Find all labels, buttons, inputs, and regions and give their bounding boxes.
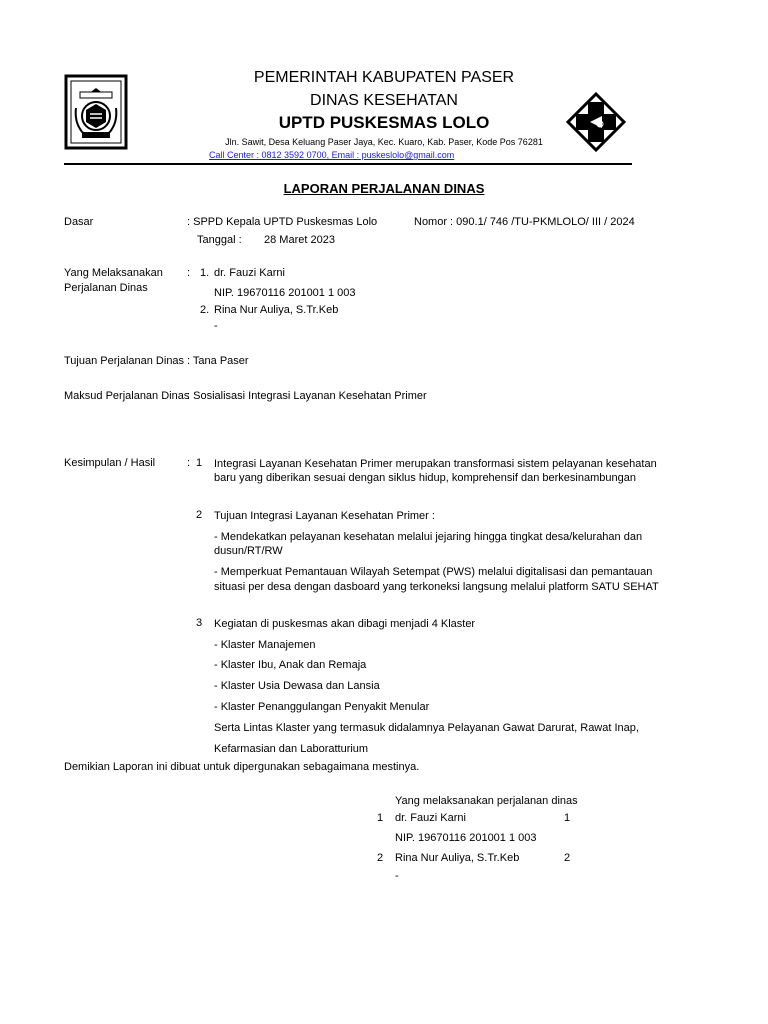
dasar-tanggal-label: Tanggal : [197, 234, 242, 246]
signature-1-nip: NIP. 19670116 201001 1 003 [395, 832, 537, 844]
pelaksana-number-1: 1. [200, 267, 210, 279]
pelaksana-1-name: dr. Fauzi Karni [214, 267, 285, 279]
tujuan-label: Tujuan Perjalanan Dinas [64, 355, 185, 367]
kesimpulan-number-1: 1 [196, 457, 203, 469]
pelaksana-label-2: Perjalanan Dinas [64, 282, 148, 294]
signature-2-sign-slot: 2 [564, 852, 571, 864]
page-title: LAPORAN PERJALANAN DINAS [283, 181, 485, 196]
signature-2-name: Rina Nur Auliya, S.Tr.Keb [395, 852, 520, 864]
dasar-label: Dasar [64, 216, 94, 228]
kesimpulan-colon: : [187, 457, 191, 469]
kesimpulan-number-2: 2 [196, 509, 203, 521]
lintas-klaster-line-2: Kefarmasian dan Laboratturium [214, 743, 369, 755]
signature-1-sign-slot: 1 [564, 812, 571, 824]
kesimpulan-3-title: Kegiatan di puskesmas akan dibagi menjadi 4 Klaster [214, 618, 476, 630]
lintas-klaster-line-1: Serta Lintas Klaster yang termasuk didalamnya Pelayanan Gawat Darurat, Rawat Inap, [214, 722, 639, 734]
kesimpulan-label: Kesimpulan / Hasil [64, 457, 156, 469]
kesimpulan-1-line-2: baru yang diberikan sesuai dengan siklus hidup, komprehensif dan berkesinambungan [214, 472, 636, 484]
signature-number-2: 2 [377, 852, 384, 864]
signature-2-dash: - [395, 870, 399, 882]
pelaksana-number-2: 2. [200, 304, 210, 316]
header-line-government: PEMERINTAH KABUPATEN PASER [253, 69, 515, 86]
pelaksana-1-nip: NIP. 19670116 201001 1 003 [214, 287, 356, 299]
kesimpulan-2-title: Tujuan Integrasi Layanan Kesehatan Primer : [214, 510, 435, 522]
maksud-value: : Sosialisasi Integrasi Layanan Kesehatan Primer [187, 390, 427, 402]
pelaksana-2-dash: - [214, 320, 218, 332]
tujuan-value: : Tana Paser [187, 355, 249, 367]
header-contact-link[interactable]: Call Center : 0812 3592 0700, Email : puskeslolo@gmail.com [209, 150, 455, 160]
signature-1-name: dr. Fauzi Karni [395, 812, 466, 824]
kesimpulan-2-b-line-1: - Memperkuat Pemantauan Wilayah Setempat (PWS) melalui digitalisasi dan pemantauan [214, 566, 653, 578]
kesimpulan-2-b-line-2: situasi per desa dengan dasboard yang terkoneksi langsung melalui platform SATU SEHAT [214, 581, 659, 593]
klaster-manajemen: - Klaster Manajemen [214, 639, 316, 651]
maksud-label: Maksud Perjalanan Dinas [64, 390, 190, 402]
dasar-tanggal-value: 28 Maret 2023 [264, 234, 335, 246]
closing-statement: Demikian Laporan ini dibuat untuk dipergunakan sebagaimana mestinya. [64, 761, 420, 773]
dasar-value: : SPPD Kepala UPTD Puskesmas Lolo [187, 216, 378, 228]
klaster-ibu-anak-remaja: - Klaster Ibu, Anak dan Remaja [214, 659, 367, 671]
header-address: Jln. Sawit, Desa Keluang Paser Jaya, Kec. Kuaro, Kab. Paser, Kode Pos 76281 [225, 137, 543, 147]
signature-heading: Yang melaksanakan perjalanan dinas [395, 795, 578, 807]
kesimpulan-2-a-line-2: dusun/RT/RW [214, 545, 283, 557]
pelaksana-2-name: Rina Nur Auliya, S.Tr.Keb [214, 304, 339, 316]
pelaksana-colon: : [187, 267, 191, 279]
kesimpulan-number-3: 3 [196, 617, 203, 629]
pelaksana-label-1: Yang Melaksanakan [64, 267, 163, 279]
header-divider [64, 163, 632, 165]
signature-number-1: 1 [377, 812, 384, 824]
klaster-usia-dewasa-lansia: - Klaster Usia Dewasa dan Lansia [214, 680, 380, 692]
header-line-department: DINAS KESEHATAN [310, 92, 458, 109]
header-line-institution: UPTD PUSKESMAS LOLO [278, 113, 490, 132]
klaster-penyakit-menular: - Klaster Penanggulangan Penyakit Menular [214, 701, 430, 713]
kesimpulan-1-line-1: Integrasi Layanan Kesehatan Primer merupakan transformasi sistem pelayanan kesehatan [214, 458, 657, 470]
kesimpulan-2-a-line-1: - Mendekatkan pelayanan kesehatan melalui jejaring hingga tingkat desa/kelurahan dan [214, 531, 643, 543]
dasar-nomor: Nomor : 090.1/ 746 /TU-PKMLOLO/ III / 2024 [414, 216, 635, 228]
